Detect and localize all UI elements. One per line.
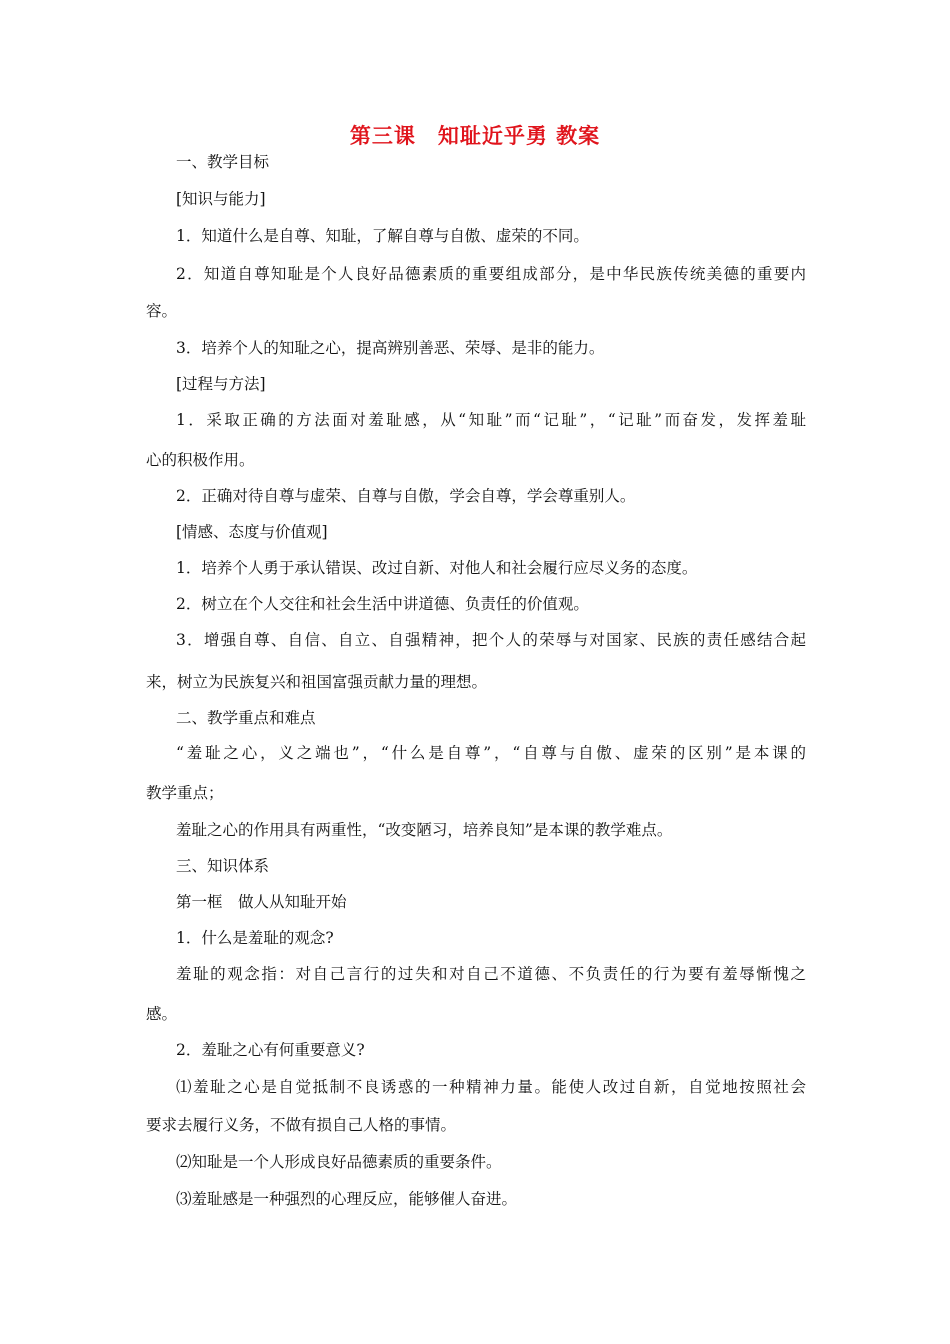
question-line: 1．什么是羞耻的观念?: [176, 929, 334, 947]
question-line: 2．羞耻之心有何重要意义?: [176, 1041, 365, 1059]
subsection-heading: [情感、态度与价值观]: [176, 523, 328, 541]
paragraph-line: 1．采取正确的方法面对羞耻感，从“知耻”而“记耻”，“记耻”而奋发，发挥羞耻: [176, 411, 806, 429]
paragraph-line: 要求去履行义务，不做有损自己人格的事情。: [146, 1116, 457, 1134]
paragraph-line: 羞耻的观念指：对自己言行的过失和对自己不道德、不负责任的行为要有羞辱惭愧之: [176, 965, 806, 983]
paragraph-line: 3．培养个人的知耻之心，提高辨别善恶、荣辱、是非的能力。: [176, 339, 605, 357]
paragraph-line: 容。: [146, 302, 178, 320]
paragraph-line: 2．知道自尊知耻是个人良好品德素质的重要组成部分，是中华民族传统美德的重要内: [176, 265, 806, 283]
paragraph-line: 3．增强自尊、自信、自立、自强精神，把个人的荣辱与对国家、民族的责任感结合起: [176, 631, 806, 649]
paragraph-line: “羞耻之心，义之端也”，“什么是自尊”，“自尊与自傲、虚荣的区别”是本课的: [176, 744, 806, 762]
paragraph-line: 1．培养个人勇于承认错误、改过自新、对他人和社会履行应尽义务的态度。: [176, 559, 698, 577]
paragraph-line: 来，树立为民族复兴和祖国富强贡献力量的理想。: [146, 673, 488, 691]
subsection-heading: 第一框 做人从知耻开始: [176, 893, 347, 911]
paragraph-line: 心的积极作用。: [146, 451, 255, 469]
paragraph-line: ⑴羞耻之心是自觉抵制不良诱惑的一种精神力量。能使人改过自新，自觉地按照社会: [176, 1078, 806, 1096]
section-heading: 二、教学重点和难点: [176, 709, 316, 727]
section-heading: 三、知识体系: [176, 857, 270, 875]
subsection-heading: [过程与方法]: [176, 375, 266, 393]
paragraph-line: 2．树立在个人交往和社会生活中讲道德、负责任的价值观。: [176, 595, 589, 613]
paragraph-line: ⑶羞耻感是一种强烈的心理反应，能够催人奋进。: [176, 1190, 518, 1208]
paragraph-line: ⑵知耻是一个人形成良好品德素质的重要条件。: [176, 1153, 502, 1171]
document-title: 第三课 知耻近乎勇 教案: [349, 123, 601, 148]
paragraph-line: 感。: [146, 1005, 178, 1023]
subsection-heading: [知识与能力]: [176, 190, 266, 208]
paragraph-line: 2．正确对待自尊与虚荣、自尊与自傲，学会自尊，学会尊重别人。: [176, 487, 636, 505]
paragraph-line: 教学重点；: [146, 784, 224, 802]
section-heading: 一、教学目标: [176, 153, 270, 171]
paragraph-line: 羞耻之心的作用具有两重性，“改变陋习，培养良知”是本课的教学难点。: [176, 821, 673, 839]
paragraph-line: 1．知道什么是自尊、知耻，了解自尊与自傲、虚荣的不同。: [176, 227, 589, 245]
